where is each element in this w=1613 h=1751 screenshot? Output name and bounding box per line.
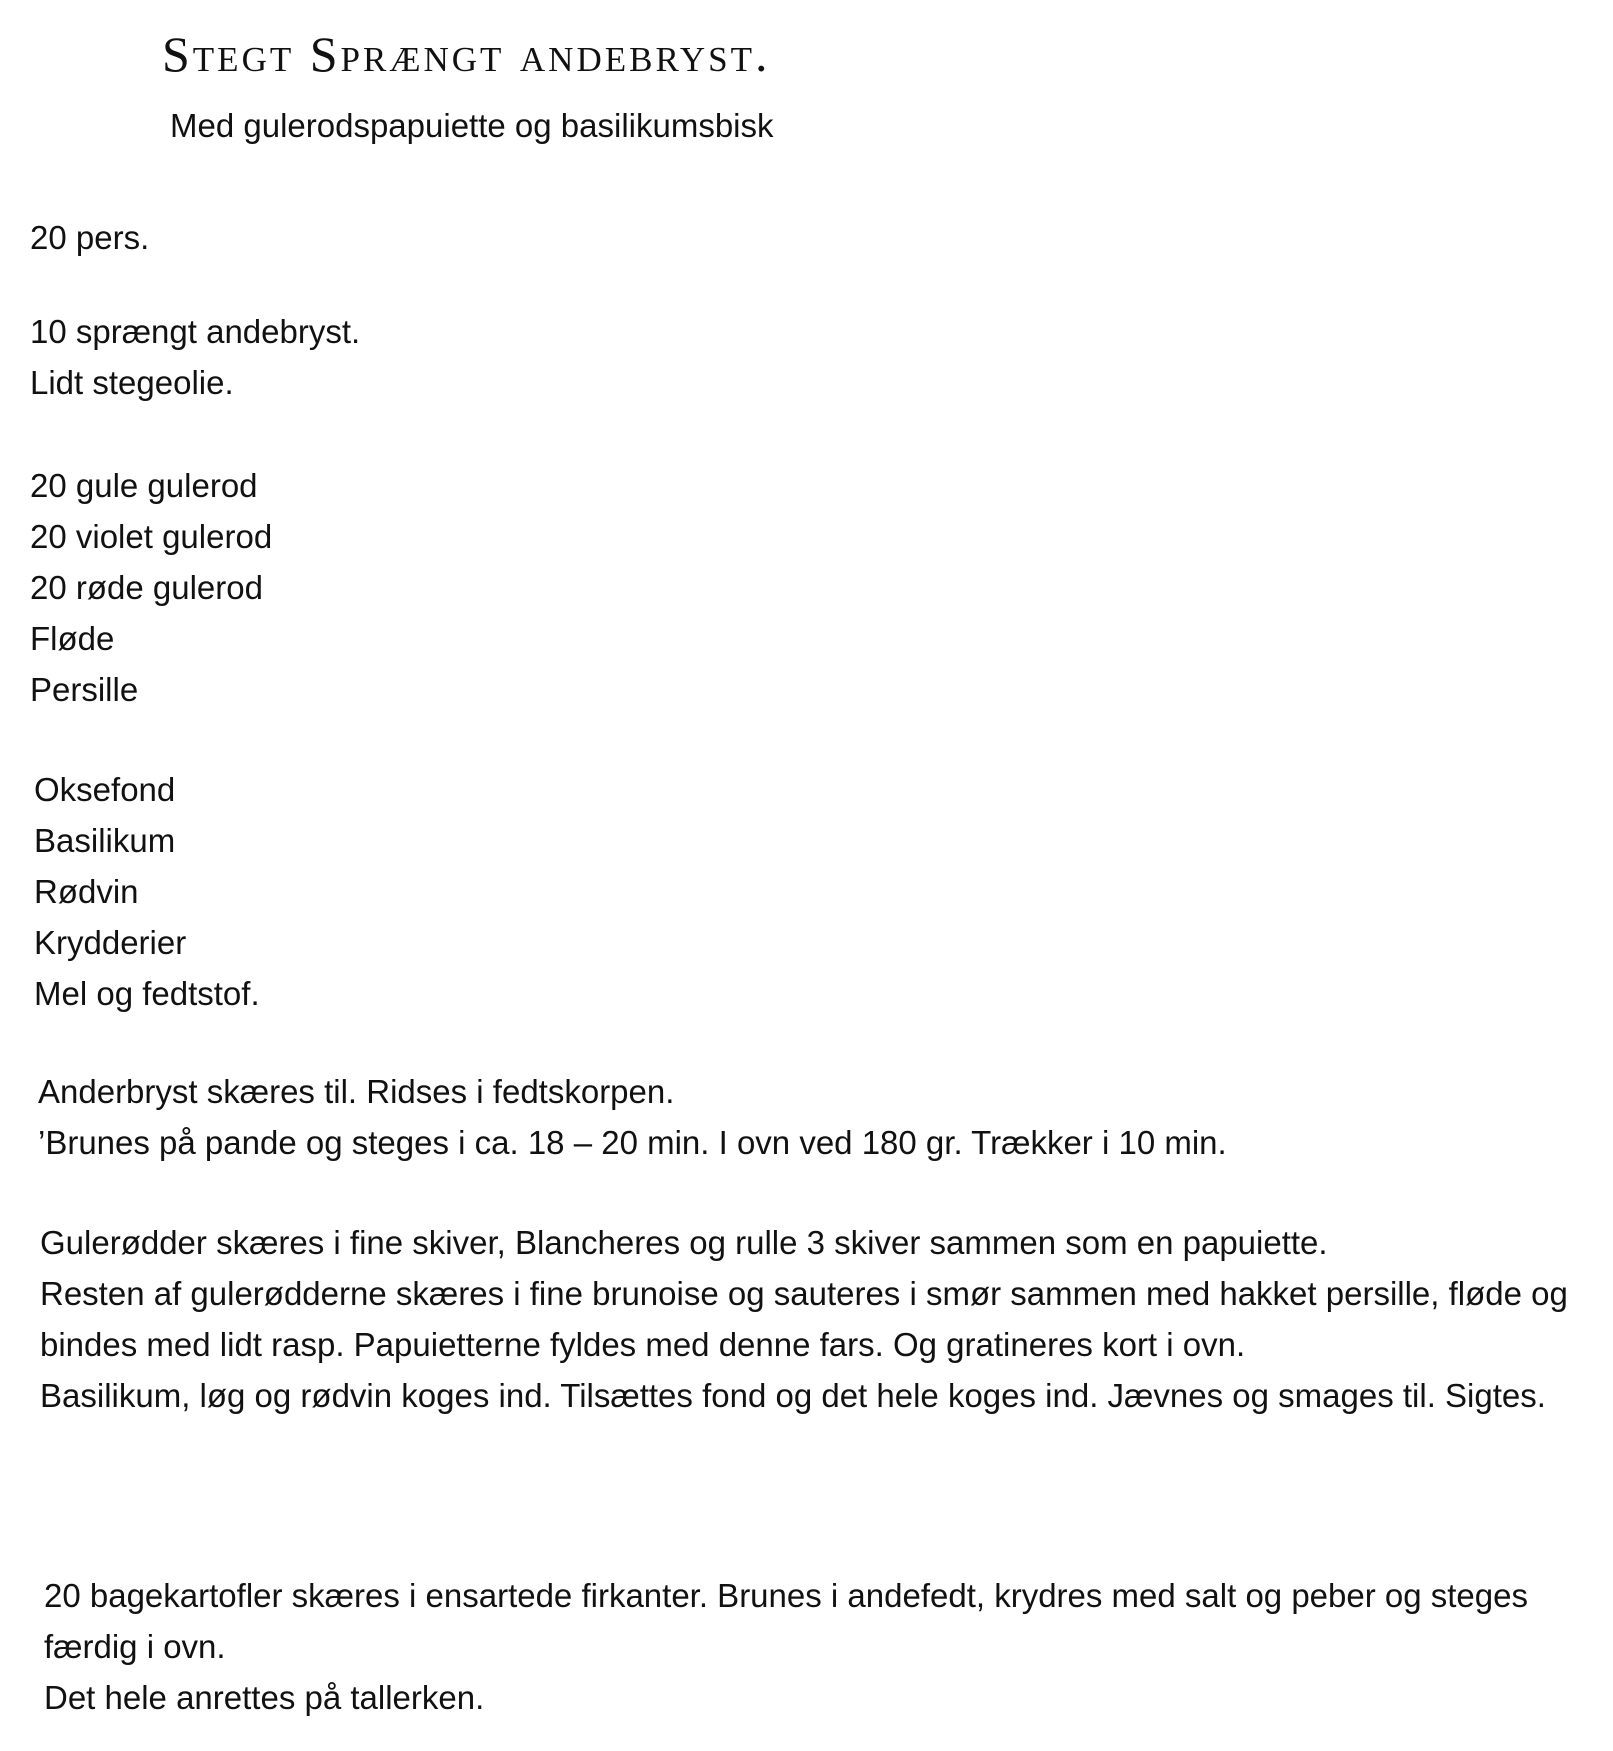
ingredient-item: Rødvin: [34, 873, 139, 910]
ingredient-item: 20 røde gulerod: [30, 569, 263, 606]
ingredient-item: 10 sprængt andebryst.: [30, 313, 361, 350]
ingredient-item: Oksefond: [34, 771, 176, 808]
servings-text: 20 pers.: [30, 219, 150, 256]
ingredient-item: Mel og fedtstof.: [34, 975, 260, 1012]
method-step: Basilikum, løg og rødvin koges ind. Tilsættes fond og det hele koges ind. Jævnes og smages til. Sigtes.: [40, 1377, 1546, 1414]
method-step: 20 bagekartofler skæres i ensartede firkanter. Brunes i andefedt, krydres med salt og peber og steges færdig i ovn.: [44, 1577, 1528, 1665]
method-step: Det hele anrettes på tallerken.: [44, 1679, 485, 1716]
recipe-subtitle: Med gulerodspapuiette og basilikumsbisk: [170, 107, 774, 144]
method-potatoes: [44, 1570, 1604, 1723]
ingredient-item: 20 gule gulerod: [30, 467, 258, 504]
ingredient-item: Lidt stegeolie.: [30, 364, 234, 401]
ingredient-item: Fløde: [30, 620, 115, 657]
ingredients-carrots-list: [30, 460, 272, 715]
method-duck: [38, 1066, 1227, 1168]
ingredient-item: Persille: [30, 671, 139, 708]
method-step: Gulerødder skæres i fine skiver, Blancheres og rulle 3 skiver sammen som en papuiette.: [40, 1224, 1328, 1261]
ingredient-item: Basilikum: [34, 822, 176, 859]
ingredients-sauce-list: [34, 764, 260, 1019]
ingredient-item: Krydderier: [34, 924, 187, 961]
method-step: ’Brunes på pande og steges i ca. 18 – 20 min. I ovn ved 180 gr. Trækker i 10 min.: [38, 1124, 1227, 1161]
method-step: Anderbryst skæres til. Ridses i fedtskorpen.: [38, 1073, 675, 1110]
method-step: Resten af gulerødderne skæres i fine brunoise og sauteres i smør sammen med hakket persille, fløde og bindes med lidt rasp. Papuietterne fyldes med denne fars. Og gratineres kort i ovn.: [40, 1275, 1568, 1363]
ingredients-duck-list: [30, 306, 360, 408]
servings: [30, 212, 149, 263]
ingredient-item: 20 violet gulerod: [30, 518, 273, 555]
recipe-title: Stegt Sprængt andebryst.: [162, 26, 771, 82]
method-carrots: [40, 1217, 1600, 1421]
